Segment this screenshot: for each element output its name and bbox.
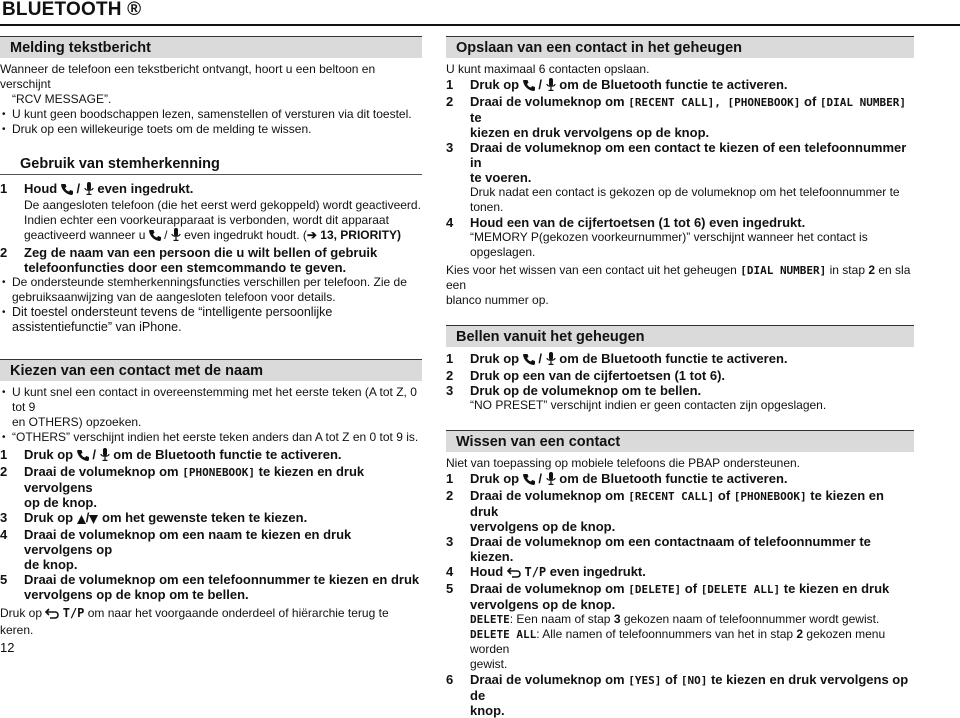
footer-text: Druk op [0, 606, 43, 620]
step-text-line-1 [470, 672, 914, 703]
phone-icon [149, 229, 161, 245]
step-separator: / [76, 181, 81, 196]
stem-note-2: Indien echter een voorkeurapparaat is verbonden, wordt dit apparaat [24, 213, 389, 227]
section-title-opslaan: Opslaan van een contact in het geheugen [446, 36, 914, 58]
step-text-line-1: Zeg de naam van een persoon die u wilt bellen of gebruik [24, 245, 378, 260]
stem-note-3 [0, 228, 422, 245]
step-number: 1 [0, 181, 8, 196]
menu-item-label: [DELETE] [628, 583, 682, 596]
microphone-icon [100, 448, 110, 464]
step-text-line-1 [470, 488, 914, 519]
page-number: 12 [0, 640, 15, 655]
menu-item-label-2: [PHONEBOOK] [733, 490, 807, 503]
section-kiezen [0, 359, 422, 638]
down-arrow-icon [89, 512, 98, 527]
step-number: 2 [0, 464, 8, 479]
step-text-line-2: knop. [470, 703, 505, 718]
microphone-icon [546, 78, 556, 94]
step-number: 2 [446, 488, 454, 503]
note-text-2: gekozen menu worden [470, 627, 886, 656]
wissen-intro: Niet van toepassing op mobiele telefoons die PBAP ondersteunen. [446, 456, 801, 470]
melding-bullet-1: • U kunt geen boodschappen lezen, samenstellen of versturen via dit toestel. [0, 107, 422, 122]
phone-icon [523, 473, 535, 488]
step-text-line-2: telefoonfuncties door een stemcommando te geven. [24, 260, 347, 275]
step-text: Druk op [470, 77, 520, 92]
opslaan-step-4 [446, 215, 914, 230]
step-number: 3 [0, 510, 8, 525]
section-title-bellen: Bellen vanuit het geheugen [446, 325, 914, 347]
note-separator: / [164, 228, 168, 242]
step-number: 5 [446, 581, 454, 596]
header-divider [0, 24, 960, 26]
microphone-icon [84, 182, 94, 198]
arrow-icon: ➔ [306, 228, 317, 242]
section-title-kiezen: Kiezen van een contact met de naam [0, 359, 422, 381]
step-text: Draai de volumeknop om een contactnaam of telefoonnummer te kiezen. [470, 534, 871, 564]
step-separator: / [538, 471, 542, 486]
bullet-line-2: gebruiksaanwijzing van de aangesloten telefoon voor details. [12, 290, 336, 304]
step-number: 3 [446, 534, 454, 549]
step-text: Druk op [470, 471, 520, 486]
step-text-2: om de Bluetooth functie te activeren. [113, 447, 342, 462]
step-text-line-2: vervolgens op de knop. [470, 597, 616, 612]
note-text-2: gekozen naam of telefoonnummer wordt gewist. [620, 612, 880, 626]
step-text-2: of [800, 94, 820, 109]
step-text-2: tot [670, 215, 694, 230]
section-title-melding: Melding tekstbericht [0, 36, 422, 58]
opslaan-intro: U kunt maximaal 6 contacten opslaan. [446, 62, 650, 76]
menu-item-label-2: [NO] [680, 674, 708, 687]
step-digit: 1 [662, 215, 671, 230]
step-text-2: om de Bluetooth functie te activeren. [559, 351, 788, 366]
section-title-stem: Gebruik van stemherkenning [20, 156, 220, 172]
step-text-line-1: Draai de volumeknop om een naam te kiezen en druk vervolgens op [24, 527, 352, 557]
step-reference: 2 [796, 627, 804, 641]
section-divider [0, 174, 422, 175]
wissen-delete-all-note [446, 627, 914, 657]
step-number: 2 [446, 368, 454, 383]
menu-item-label: DELETE ALL [470, 628, 537, 641]
step-text-3: te kiezen en druk [470, 488, 884, 519]
kiezen-footer [0, 606, 422, 638]
kiezen-step-1 [0, 447, 422, 464]
bellen-step-1 [446, 351, 914, 368]
stem-note-1: De aangesloten telefoon (die het eerst werd gekoppeld) wordt geactiveerd. [24, 198, 421, 212]
footer-text-2: om naar het voorgaande onderdeel of hiërarchie terug te keren. [0, 606, 389, 637]
menu-item-label: [RECENT CALL], [PHONEBOOK] [628, 96, 801, 109]
step-text: Druk op een van de cijfertoetsen ( [470, 368, 679, 383]
step-text-2: even ingedrukt. [97, 181, 194, 196]
opslaan-step-3-note: Druk nadat een contact is gekozen op de volumeknop om het telefoonnummer te tonen. [470, 185, 900, 214]
step-text-2: om de Bluetooth functie te activeren. [559, 471, 788, 486]
opslaan-step-3 [446, 140, 914, 185]
bellen-step-3 [446, 383, 914, 398]
tp-button-label: T/P [524, 565, 547, 579]
right-column [446, 36, 914, 718]
step-number: 4 [0, 527, 8, 542]
wissen-step-6 [446, 672, 914, 718]
up-arrow-icon [77, 512, 86, 527]
step-number: 1 [446, 471, 454, 486]
menu-item-label: [RECENT CALL] [628, 490, 715, 503]
step-text-line-2: te voeren. [470, 170, 532, 185]
outro-text-2: in stap [826, 263, 869, 277]
menu-item-label: [YES] [628, 674, 662, 687]
page-header [0, 0, 960, 22]
opslaan-step-2 [446, 94, 914, 140]
step-text: Druk op [24, 447, 74, 462]
kiezen-bullet-2: • “OTHERS” verschijnt indien het eerste teken anders dan A tot Z en 0 tot 9 is. [0, 430, 422, 445]
stem-step-1 [0, 181, 422, 198]
section-stem [0, 153, 422, 335]
step-text-2: of [714, 488, 734, 503]
outro-text-3: en sla een [446, 263, 911, 292]
section-opslaan [446, 36, 914, 308]
cross-reference-link[interactable]: 13, PRIORITY) [316, 228, 401, 242]
wissen-delete-all-note-2: gewist. [470, 657, 508, 671]
step-text-line-1 [470, 94, 914, 125]
left-column [0, 36, 422, 638]
step-text: Druk op de volumeknop om te bellen. [470, 383, 702, 398]
stem-bullet-2 [0, 305, 422, 335]
step-number: 5 [0, 572, 8, 587]
microphone-icon [171, 228, 181, 245]
step-separator: / [538, 351, 542, 366]
slash-separator: / [85, 510, 90, 525]
phone-icon [61, 183, 73, 198]
bellen-step-2 [446, 368, 914, 383]
wissen-step-1 [446, 471, 914, 488]
stem-bullet-1 [0, 275, 422, 305]
note-text: : Een naam of stap [509, 612, 614, 626]
stem-step-2 [0, 245, 422, 275]
step-text: Draai de volumeknop om [470, 581, 629, 596]
menu-item-label: [DIAL NUMBER] [740, 264, 827, 277]
step-text: Houd [24, 181, 58, 196]
opslaan-step-1 [446, 77, 914, 94]
section-title-wissen: Wissen van een contact [446, 430, 914, 452]
note-text: geactiveerd wanneer u [24, 228, 146, 242]
phone-icon [77, 449, 89, 464]
step-text-line-2: vervolgens op de knop om te bellen. [24, 587, 249, 602]
menu-item-label: DELETE [470, 613, 510, 626]
kiezen-step-2 [0, 464, 422, 510]
step-text-2: of [661, 672, 681, 687]
melding-intro-1: Wanneer de telefoon een tekstbericht ontvangt, hoort u een beltoon en verschijnt [0, 62, 376, 91]
step-number: 3 [446, 140, 454, 155]
opslaan-step-4-note: “MEMORY P(gekozen voorkeurnummer)” verschijnt wanneer het contact is opgeslagen. [470, 230, 868, 259]
step-digit: 1 [678, 368, 687, 383]
step-number: 6 [446, 672, 454, 687]
step-text-3: ). [717, 368, 726, 383]
step-text-line-2: vervolgens op de knop. [470, 519, 616, 534]
step-text-3: te [470, 110, 482, 125]
step-text: Draai de volumeknop om [470, 672, 629, 687]
step-number: 2 [446, 94, 454, 109]
step-text: Draai de volumeknop om [24, 464, 183, 479]
section-bellen [446, 325, 914, 413]
menu-item-label-2: [DIAL NUMBER] [819, 96, 906, 109]
step-reference: 3 [613, 612, 621, 626]
note-text-2: even ingedrukt houdt. ( [184, 228, 307, 242]
step-digit-2: 6 [693, 215, 702, 230]
bullet-line-2: assistentiefunctie” van iPhone. [12, 320, 182, 334]
section-wissen [446, 430, 914, 718]
step-text-line-1 [470, 581, 914, 597]
page-title: BLUETOOTH ® [2, 0, 142, 20]
menu-item-label: [PHONEBOOK] [182, 466, 256, 479]
step-text-3: te kiezen en druk [780, 581, 890, 596]
step-number: 2 [0, 245, 8, 260]
step-separator: / [538, 77, 542, 92]
step-text-2: tot [686, 368, 710, 383]
step-text-line-1 [24, 464, 422, 495]
wissen-step-2 [446, 488, 914, 534]
step-text: Houd [470, 564, 504, 579]
step-number: 3 [446, 383, 454, 398]
step-reference: 2 [868, 263, 876, 277]
step-separator: / [92, 447, 96, 462]
step-text-line-1: Draai de volumeknop om een contact te kiezen of een telefoonnummer in [470, 140, 907, 170]
opslaan-outro-2: blanco nummer op. [446, 293, 549, 307]
step-text-line-2: op de knop. [24, 495, 97, 510]
step-text-line-1: Draai de volumeknop om een telefoonnummer te kiezen en druk [24, 572, 420, 587]
step-text-line-2: kiezen en druk vervolgens op de knop. [470, 125, 710, 140]
step-number: 1 [446, 351, 454, 366]
kiezen-step-5 [0, 572, 422, 602]
step-number: 1 [446, 77, 454, 92]
wissen-step-4 [446, 564, 914, 581]
wissen-delete-note [446, 612, 914, 627]
step-number: 4 [446, 215, 454, 230]
step-text-2: om het gewenste teken te kiezen. [102, 510, 308, 525]
step-text: Draai de volumeknop om [470, 488, 629, 503]
microphone-icon [546, 472, 556, 488]
step-text-3: te kiezen en druk vervolgens op de [470, 672, 909, 703]
kiezen-bullet-1 [0, 385, 422, 430]
microphone-icon [546, 352, 556, 368]
step-text: Draai de volumeknop om [470, 94, 629, 109]
bullet-line-1: • U kunt snel een contact in overeenstemming met het eerste teken (A tot Z, 0 tot 9 [12, 385, 417, 414]
bullet-line-1: • Dit toestel ondersteunt tevens de “intelligente persoonlijke [12, 305, 333, 319]
step-digit-2: 6 [709, 368, 718, 383]
kiezen-step-4 [0, 527, 422, 572]
step-text-2: om de Bluetooth functie te activeren. [559, 77, 788, 92]
step-number: 4 [446, 564, 454, 579]
phone-icon [523, 353, 535, 368]
wissen-step-5 [446, 581, 914, 612]
bullet-line-1: • De ondersteunde stemherkenningsfuncties verschillen per telefoon. Zie de [12, 275, 407, 289]
step-text-2: of [681, 581, 701, 596]
step-text-line-2: de knop. [24, 557, 78, 572]
step-text-2: te kiezen en druk vervolgens [24, 464, 365, 495]
bullet-line-2: en OTHERS) opzoeken. [12, 415, 142, 429]
step-text: Druk op [470, 351, 520, 366]
step-number: 1 [0, 447, 8, 462]
melding-intro-2: “RCV MESSAGE”. [12, 92, 112, 106]
wissen-step-3 [446, 534, 914, 564]
back-arrow-icon [45, 608, 59, 623]
section-melding [0, 36, 422, 137]
step-text: Houd een van de cijfertoetsen ( [470, 215, 663, 230]
opslaan-outro-1 [446, 263, 914, 293]
step-text-2: even ingedrukt. [549, 564, 646, 579]
tp-button-label: T/P [62, 606, 85, 620]
step-text-3: ) even ingedrukt. [701, 215, 806, 230]
back-arrow-icon [507, 566, 521, 581]
bellen-step-3-note: “NO PRESET” verschijnt indien er geen contacten zijn opgeslagen. [470, 398, 827, 412]
menu-item-label-2: [DELETE ALL] [700, 583, 781, 596]
kiezen-step-3 [0, 510, 422, 527]
phone-icon [523, 79, 535, 94]
melding-bullet-2: • Druk op een willekeurige toets om de melding te wissen. [0, 122, 422, 137]
note-text: : Alle namen of telefoonnummers van het in stap [536, 627, 797, 641]
outro-text: Kies voor het wissen van een contact uit het geheugen [446, 263, 741, 277]
step-text: Druk op [24, 510, 74, 525]
